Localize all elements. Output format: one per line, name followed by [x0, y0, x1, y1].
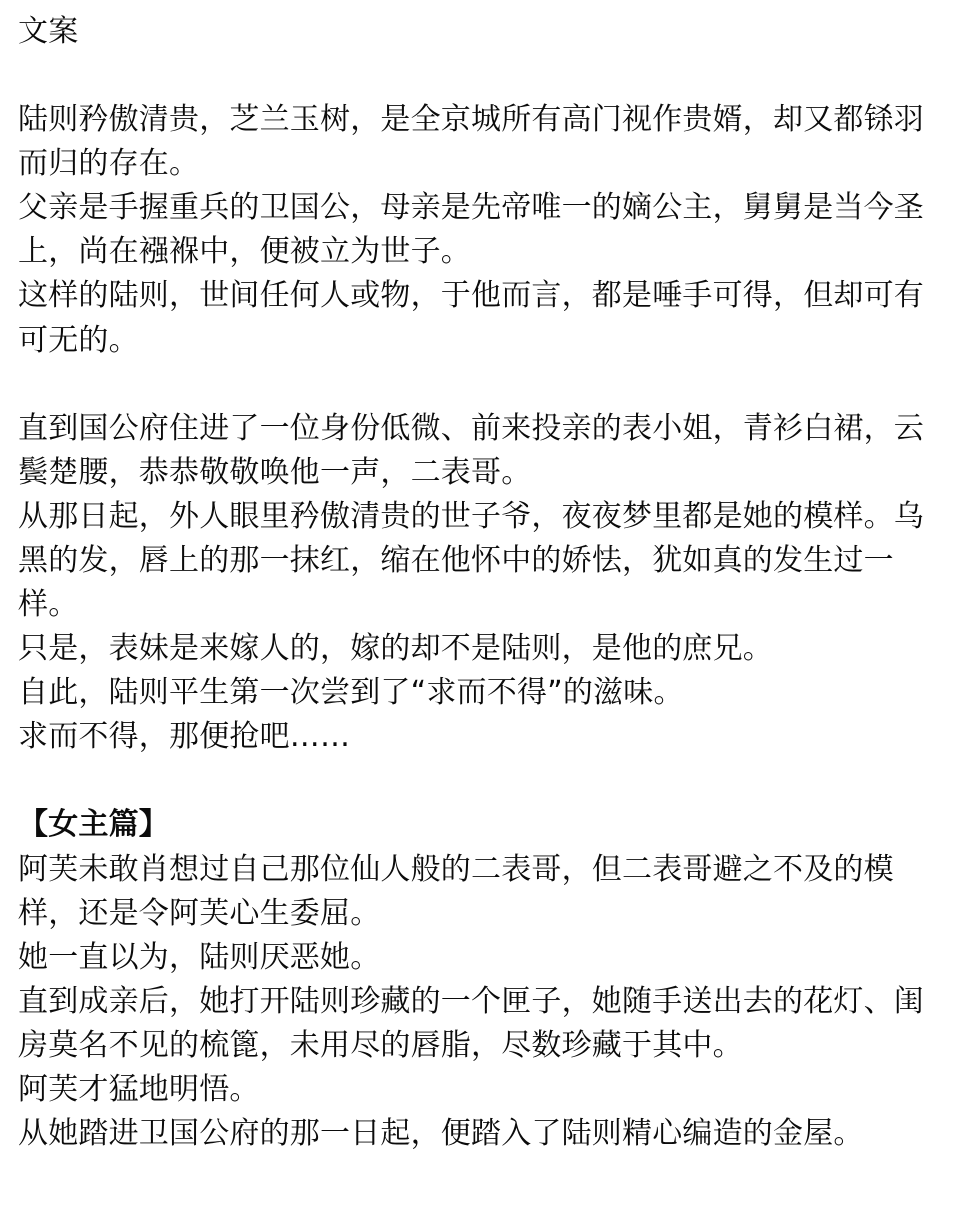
paragraph-block-middle — [18, 407, 953, 760]
paragraph: 从那日起，外人眼里矜傲清贵的世子爷，夜夜梦里都是她的模样。乌黑的发，唇上的那一抹红，缩在他怀中的娇怯，犹如真的发生过一样。 — [18, 498, 924, 623]
paragraph: 直到成亲后，她打开陆则珍藏的一个匣子，她随手送出去的花灯、闺房莫名不见的梳篦，未用尽的唇脂，尽数珍藏于其中。 — [18, 983, 924, 1063]
paragraph: 阿芙才猛地明悟。 — [18, 1071, 260, 1107]
paragraph: 求而不得，那便抢吧…… — [18, 719, 351, 755]
paragraph: 她一直以为，陆则厌恶她。 — [18, 939, 381, 975]
spacer — [18, 54, 953, 98]
paragraph: 陆则矜傲清贵，芝兰玉树，是全京城所有高门视作贵婿，却又都铩羽而归的存在。 — [18, 102, 924, 182]
paragraph: 这样的陆则，世间任何人或物，于他而言，都是唾手可得，但却可有可无的。 — [18, 278, 924, 358]
section-heroine — [18, 803, 953, 1156]
paragraph: 父亲是手握重兵的卫国公，母亲是先帝唯一的嫡公主，舅舅是当今圣上，尚在襁褓中，便被立为世子。 — [18, 190, 924, 270]
paragraph: 自此，陆则平生第一次尝到了“求而不得”的滋味。 — [18, 675, 684, 711]
paragraph: 阿芙未敢肖想过自己那位仙人般的二表哥，但二表哥避之不及的模样，还是令阿芙心生委屈。 — [18, 851, 894, 931]
paragraph-block-intro — [18, 98, 953, 363]
paragraph: 直到国公府住进了一位身份低微、前来投亲的表小姐，青衫白裙，云鬓楚腰，恭恭敬敬唤他一声，二表哥。 — [18, 410, 924, 490]
paragraph: 从她踏进卫国公府的那一日起，便踏入了陆则精心编造的金屋。 — [18, 1116, 864, 1152]
document-body — [18, 10, 953, 1156]
section-title: 【女主篇】 — [18, 807, 169, 843]
paragraph: 只是，表妹是来嫁人的，嫁的却不是陆则，是他的庶兄。 — [18, 631, 773, 667]
document-heading: 文案 — [18, 14, 79, 49]
spacer — [18, 363, 953, 407]
spacer — [18, 759, 953, 803]
